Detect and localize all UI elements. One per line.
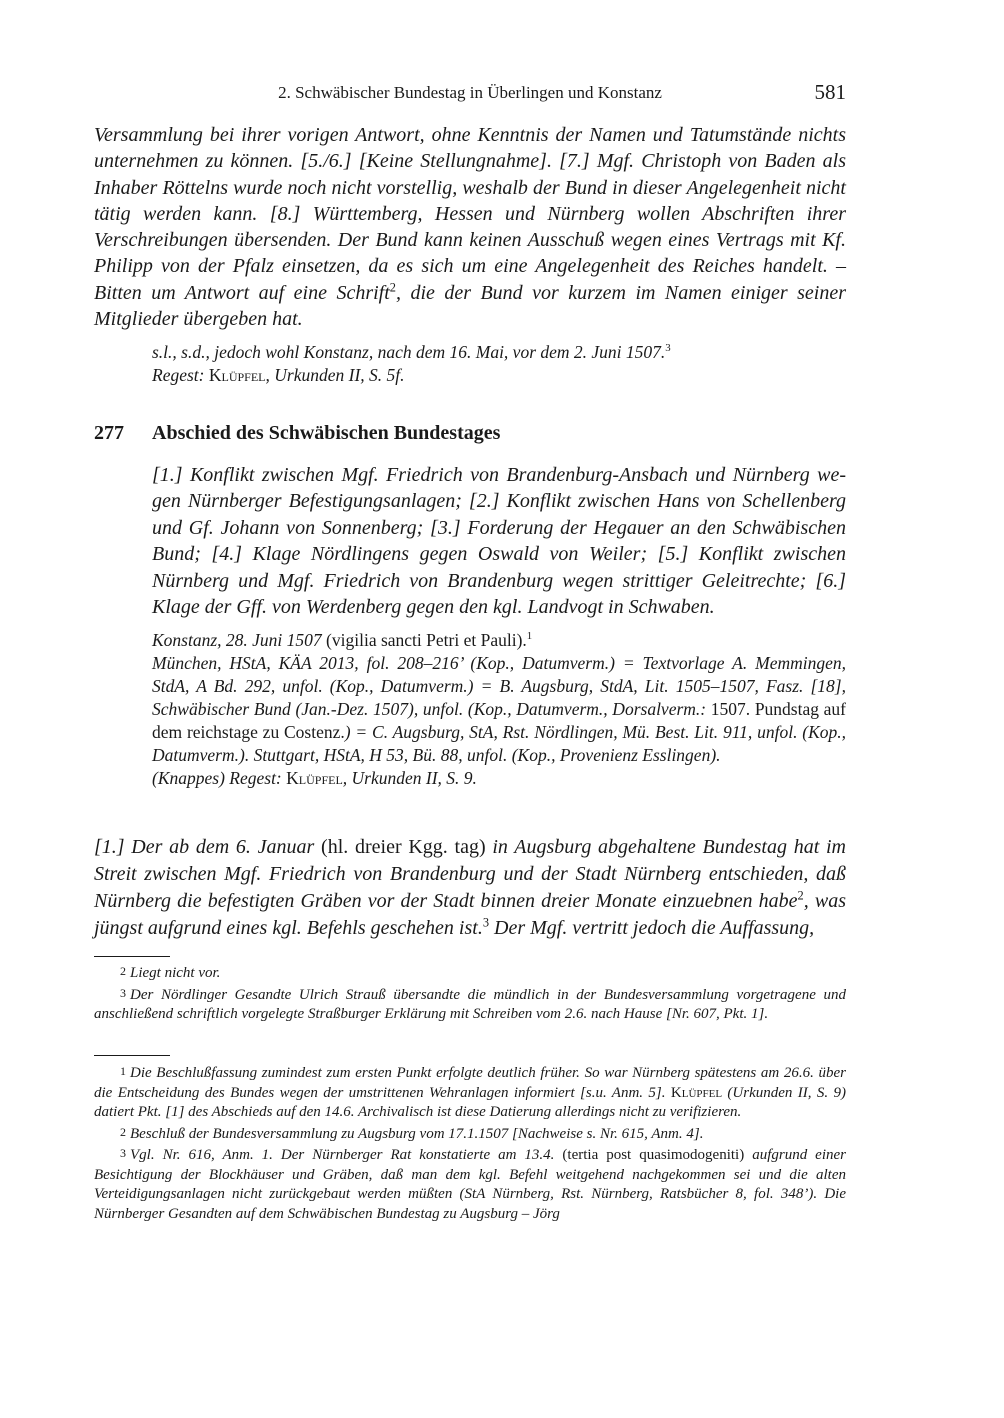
footnote-mark: 2	[120, 1124, 126, 1139]
footnote-mark: 3	[120, 985, 126, 1000]
source-note	[152, 629, 846, 790]
footnote-text: (Urkunden II, S. 9) datiert Pkt. [1] des Abschieds auf den 14.6. Archivalisch ist diese Datierung allerdings nicht zu verifizieren.	[94, 1084, 847, 1120]
footnote	[94, 962, 846, 984]
footnote-text-roman: (tertia post quasimodogeniti)	[554, 1147, 753, 1163]
main-paragraph	[94, 834, 846, 942]
regest-author: Klüpfel	[208, 365, 266, 385]
section-number: 277	[94, 422, 124, 444]
footnote-text: Die Beschlußfassung zumindest zum ersten Punkt erfolgte deutlich früher. So war Nürnberg spätestens am 26.6. über die Entscheidung des Bundes wegen der umstrittenen Wehranlagen informiert [s.u. Anm. 5].	[94, 1065, 846, 1101]
place-date: Konstanz, 28. Juni 1507	[152, 630, 322, 650]
regest-author: Klüpfel	[286, 768, 343, 788]
main-text: [1.] Der ab dem 6. Januar	[94, 836, 315, 858]
regest-ref: , Urkunden II, S. 5f.	[265, 365, 405, 385]
continuation-text: Versammlung bei ihrer vorigen Antwort, ohne Kenntnis der Namen und Tatumstände nichts unternehmen zu können. [5./6.] [Keine Stellungnahme]. [7.] Mgf. Christoph von Baden als Inhaber Röttelns wurde noch nicht vorstellig, weshalb der Bund in dieser Angelegenheit nicht tätig werden kann. [8.] Württemberg, Hessen und Nürnberg wollen Abschriften ihrer Verschreibungen übersenden. Der Bund kann keinen Ausschuß wegen eines Vertrags mit Kf. Philipp von der Pfalz einsetzen, da es sich um eine Angelegenheit des Reiches handelt. – Bitten um Antwort auf eine Schrift	[94, 124, 846, 304]
running-title: 2. Schwäbischer Bundestag in Überlingen und Konstanz	[278, 83, 662, 102]
footnote-text: Der Nördlinger Gesandte Ulrich Strauß übersandte die mündlich in der Bundesversammlung vorgetragene und anschließend schriftlich vorgelegte Straßburger Erklärung mit Schreiben vom 2.6. nach Hause [Nr. 607, Pkt. 1].	[94, 986, 846, 1022]
footnote-rule	[94, 956, 170, 957]
footnote-ref[interactable]: 1	[526, 630, 533, 643]
footnote-mark: 1	[120, 1064, 126, 1078]
continuation-paragraph	[94, 122, 846, 332]
main-text-roman: (hl. dreier Kgg. tag)	[314, 836, 493, 858]
regest-summary: [1.] Konflikt zwischen Mgf. Friedrich von Brandenburg-Ansbach und Nürnberg wegen Nürnberger Befestigungsanlagen; [2.] Konflikt zwischen Hans von Schellenberg und Gf. Johann von Sonnenberg; [3.] Forderung der Hegauer an den Schwäbischen Bund; [4.] Klage Nördlingens gegen Oswald von Weiler; [5.] Konflikt zwischen Nürnberg und Mgf. Friedrich von Brandenburg wegen strittiger Geleitrechte; [6.] Klage der Gff. von Werdenberg gegen den kgl. Landvogt in Schwaben.	[152, 464, 846, 619]
footnote-text: Liegt nicht vor.	[130, 965, 221, 981]
footnote-rule	[94, 1055, 170, 1056]
section-title: Abschied des Schwäbischen Bundestages	[152, 422, 501, 444]
footnote-mark: 2	[120, 964, 126, 978]
regest-label: (Knappes) Regest:	[152, 768, 287, 788]
main-text: Der Mgf. vertritt jedoch die Auffassung,	[489, 917, 815, 939]
footnote	[94, 984, 846, 1025]
footnotes-block	[94, 962, 846, 1025]
continuation-text-end: , die der Bund vor kurzem im Namen einiger seiner Mitglieder übergeben hat.	[94, 281, 847, 331]
footnote-ref[interactable]: 3	[665, 342, 671, 355]
footnote-text: Beschluß der Bundesversammlung zu Augsburg vom 17.1.1507 [Nachweise s. Nr. 615, Anm. 4].	[130, 1125, 704, 1142]
footnote-ref[interactable]: 3	[482, 915, 490, 930]
archive-roman: 1507. Pundstag auf dem reichstage zu Costenz.	[152, 699, 846, 742]
place-date: s.l., s.d., jedoch wohl Konstanz, nach dem 16. Mai, vor dem 2. Juni 1507.	[152, 342, 666, 362]
source-note	[152, 341, 846, 387]
regest-ref: , Urkunden II, S. 9.	[342, 768, 477, 788]
regest-label: Regest:	[152, 365, 209, 385]
place-date-roman: (vigilia sancti Petri et Pauli).	[321, 630, 527, 650]
main-text: in Augsburg abgehaltene Bundestag hat im Streit zwischen Mgf. Friedrich von Brandenburg und der Stadt Nürnberg entschieden, daß Nürnberg die befestigten Gräben vor der Stadt binnen dreier Monate einzuebnen habe	[94, 836, 846, 912]
footnote	[94, 1144, 846, 1224]
archive-text-end: ) = C. Augsburg, StA, Rst. Nördlingen, Mü. Best. Lit. 911, unfol. (Kop., Datumverm.). Stuttgart, HStA, H 53, Bü. 88, unfol. (Kop., Provenienz Esslingen).	[152, 722, 847, 765]
footnotes-block	[94, 1062, 846, 1224]
footnote-mark: 3	[120, 1146, 126, 1160]
running-head	[94, 80, 846, 108]
footnote-ref[interactable]: 2	[389, 280, 396, 295]
footnote-author: Klüpfel	[670, 1084, 723, 1101]
footnote	[94, 1062, 846, 1123]
footnote	[94, 1123, 846, 1145]
archive-text: München, HStA, KÄA 2013, fol. 208–216’ (Kop., Datumverm.) = Textvorlage A. Memmingen, StdA, A Bd. 292, unfol. (Kop., Datumverm.) = B. Augsburg, StdA, Lit. 1505–1507, Fasz. [18], Schwäbischer Bund (Jan.-Dez. 1507), unfol. (Kop., Datumverm., Dorsalverm.:	[152, 653, 846, 719]
section-heading	[94, 422, 846, 445]
footnote-text: Vgl. Nr. 616, Anm. 1. Der Nürnberger Rat konstatierte am 13.4.	[130, 1147, 555, 1163]
main-text: , was jüngst aufgrund eines kgl. Befehls geschehen ist.	[94, 890, 846, 939]
page-number: 581	[814, 80, 846, 104]
footnote-text: aufgrund einer Besichtigung der Blockhäuser und Gräben, daß man dem kgl. Befehl weitgehend nachgekommen sei und die alten Verteidigungsanlagen nicht zurückgebaut werden müßten (StA Nürnberg, Rst. Nürnberg, Ratsbücher 8, fol. 348’). Die Nürnberger Gesandten auf dem Schwäbischen Bundestag zu Augsburg – Jörg	[94, 1147, 846, 1222]
footnote-ref[interactable]: 2	[797, 888, 804, 903]
